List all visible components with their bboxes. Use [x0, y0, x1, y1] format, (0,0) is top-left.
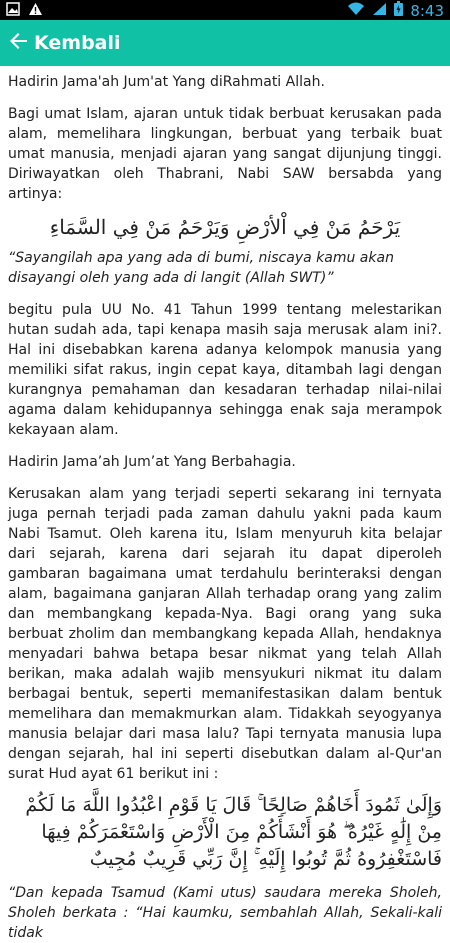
arrow-left-icon: [6, 28, 32, 58]
paragraph-law: begitu pula UU No. 41 Tahun 1999 tentang melestarikan hutan sudah ada, tapi kenapa masih saja merusak alam ini?. Hal ini disebabkan karena adanya kelompok manusia yang memiliki sifat rakus, ingin cepat kaya, ditambah lagi dengan kurangnya pemahaman dan kesadaran terhadap nilai-nilai agama dalam kehidupannya sehingga enak saja merampok kekayaan alam.: [8, 302, 442, 438]
status-bar: [0, 0, 450, 20]
wifi-icon: [347, 2, 365, 20]
app-bar-title: Kembali: [34, 32, 121, 54]
paragraph-history: Kerusakan alam yang terjadi seperti sekarang ini ternyata juga pernah terjadi pada zaman dahulu yakni pada kaum Nabi Tsamut. Oleh karena itu, Islam menyuruh kita belajar dari sejarah, karena dari sejarah itu dapat diperoleh gambaran bagaimana umat terdahulu berinteraksi dengan alam, bagaimana ganjaran Allah terhadap orang yang zalim dan membangkang kepada-Nya. Bagi orang yang suka berbuat zholim dan membangkang kepada Allah, hendaknya menyadari bahwa betapa besar nikmat yang telah Allah berikan, maka adalah wajib mensyukuri nikmat itu dalam berbagai bentuk, seperti memanifestasikan dalam bentuk memelihara dan memakmurkan alam. Tidakkah seyogyanya manusia belajar dari masa lalu? Tapi ternyata manusia lupa dengan sejarah, hal ini seperti disebutkan dalam al-Qur'an surat Hud ayat 61 berikut ini :: [8, 486, 442, 782]
greeting-text: Hadirin Jama'ah Jum'at Yang diRahmati Allah.: [8, 74, 325, 90]
greeting-text-2: Hadirin Jama’ah Jum’at Yang Berbahagia.: [8, 454, 296, 470]
status-time: 8:43: [410, 1, 444, 20]
status-right: [347, 1, 444, 20]
app-bar: [0, 20, 450, 66]
arabic-verse: وَإِلَىٰ ثَمُودَ أَخَاهُمْ صَالِحًا ۚ قَالَ يَا قَوْمِ اعْبُدُوا اللَّهَ مَا لَكُمْ مِنْ إِلَٰهٍ غَيْرُهُ ۖ هُوَ أَنْشَأَكُمْ مِنَ الْأَرْضِ وَاسْتَعْمَرَكُمْ فِيهَا فَاسْتَغْفِرُوهُ ثُمَّ تُوبُوا إِلَيْهِ ۚ إِنَّ رَبِّي قَرِيبٌ مُجِيبٌ: [25, 794, 442, 870]
signal-icon: [372, 2, 387, 20]
verse-translation: “Dan kepada Tsamud (Kami utus) saudara mereka Sholeh, Sholeh berkata : “Hai kaumku, sembahlah Allah, Sekali-kali tidak: [8, 885, 442, 941]
arabic-hadith: يَرْحَمُ مَنْ فِي اْلأرْضِ وَيَرْحَمُ مَنْ فِي السَّمَاءِ: [49, 215, 401, 239]
warning-icon: [28, 2, 43, 20]
hadith-translation: “Sayangilah apa yang ada di bumi, niscaya kamu akan disayangi oleh yang ada di langit (Allah SWT)”: [8, 250, 394, 286]
battery-icon: [394, 1, 403, 20]
back-button[interactable]: [0, 20, 127, 66]
status-left: [6, 2, 43, 20]
article-content[interactable]: [0, 66, 450, 941]
paragraph-intro: Bagi umat Islam, ajaran untuk tidak berbuat kerusakan pada alam, memelihara lingkungan, berbuat yang terbaik buat umat manusia, menjadi ajaran yang sangat dijunjung tinggi. Diriwayatkan oleh Thabrani, Nabi SAW bersabda yang artinya:: [8, 106, 442, 202]
image-icon: [6, 2, 20, 20]
